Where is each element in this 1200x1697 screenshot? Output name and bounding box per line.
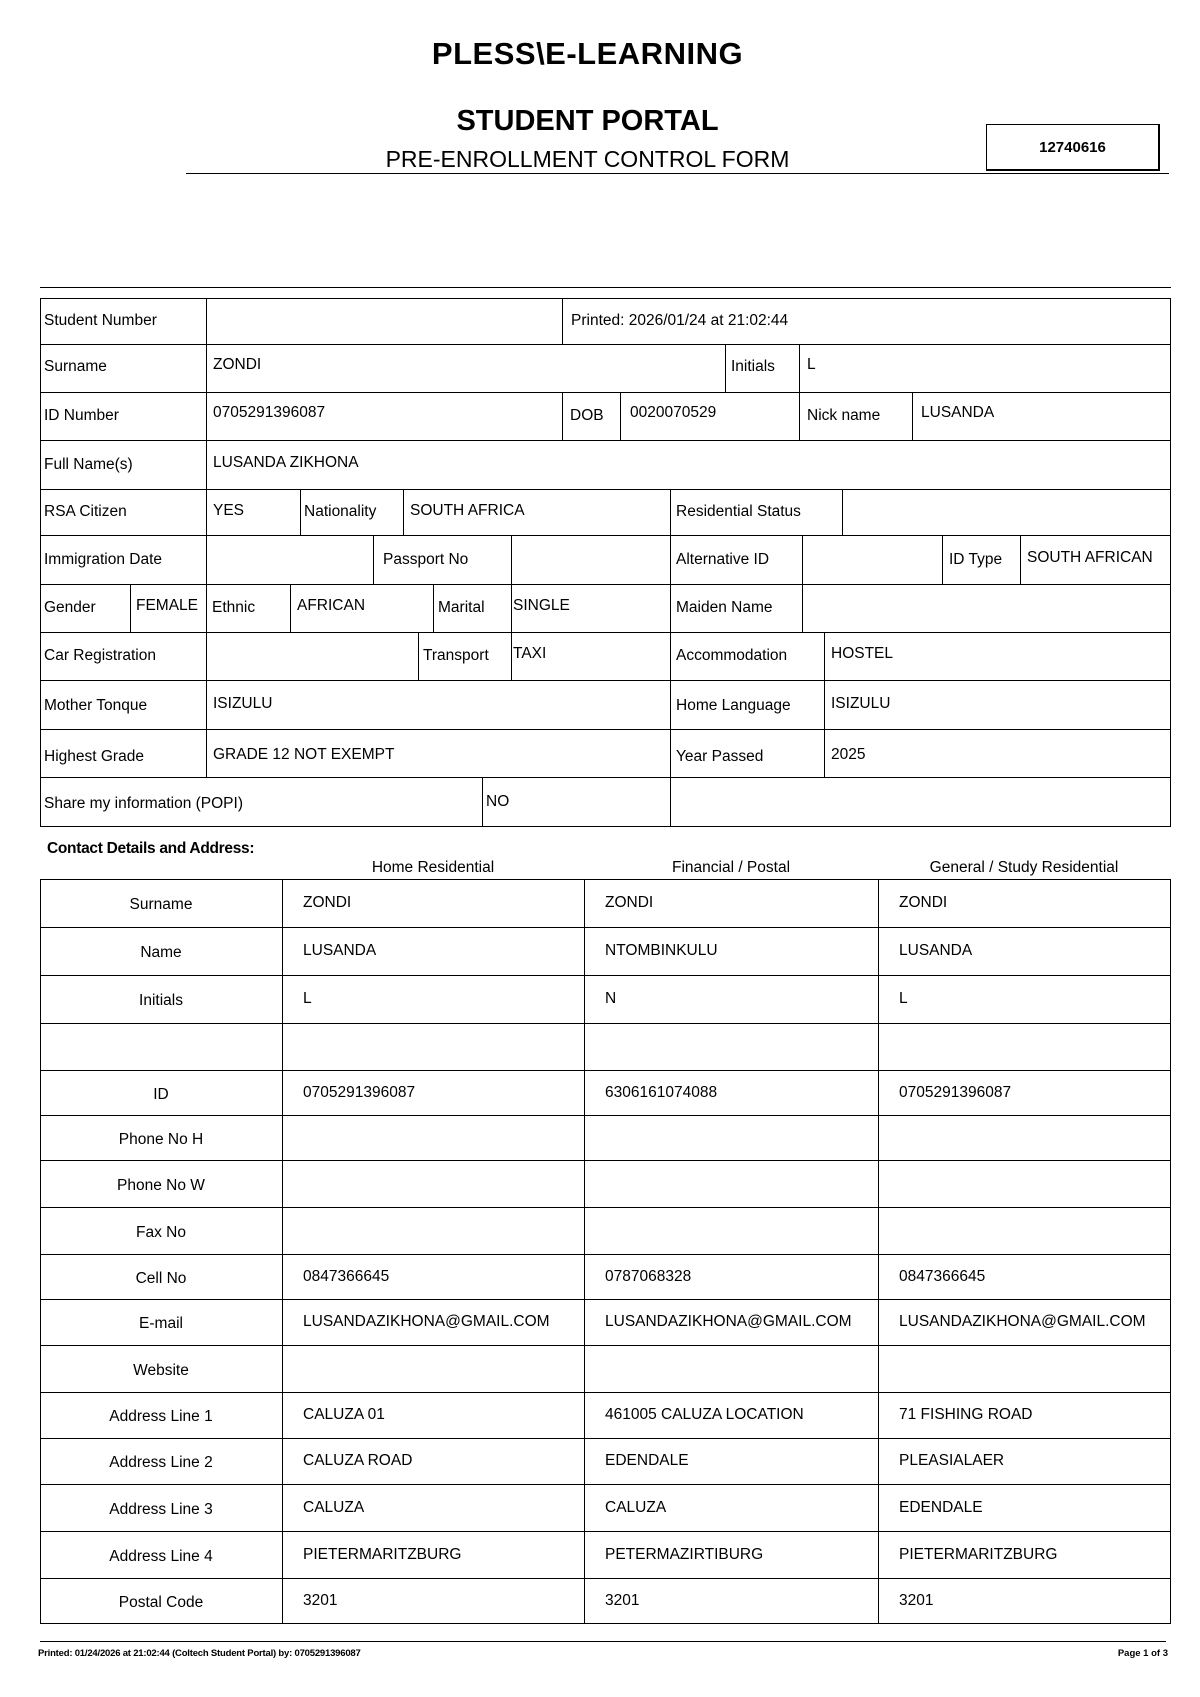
- contact-row-label: Cell No: [135, 1270, 187, 1287]
- contact-cell: PLEASIALAER: [899, 1452, 1005, 1469]
- initials-value: L: [807, 356, 816, 373]
- grid-line: [40, 584, 1171, 585]
- grid-line: [433, 584, 434, 632]
- column-header-general-study: General / Study Residential: [929, 859, 1119, 876]
- grid-line: [40, 1023, 1171, 1024]
- dob-label: DOB: [570, 407, 604, 424]
- nationality-value: SOUTH AFRICA: [410, 502, 525, 519]
- grid-line: [620, 392, 621, 440]
- contact-row-label: Phone No W: [117, 1177, 205, 1194]
- contact-cell: EDENDALE: [899, 1499, 983, 1516]
- grid-line: [670, 777, 671, 826]
- grid-line: [482, 777, 483, 826]
- transport-value: TAXI: [513, 645, 547, 662]
- residential-status-label: Residential Status: [676, 503, 801, 520]
- contact-cell: 3201: [899, 1592, 934, 1609]
- student-number-label: Student Number: [44, 312, 157, 329]
- grid-line: [40, 777, 1171, 778]
- grid-line: [1170, 298, 1171, 826]
- id-type-label: ID Type: [949, 551, 1003, 568]
- grid-line: [40, 826, 1171, 827]
- gender-value: FEMALE: [136, 597, 199, 614]
- form-title: PRE-ENROLLMENT CONTROL FORM: [385, 146, 790, 172]
- accommodation-label: Accommodation: [676, 647, 788, 664]
- initials-label: Initials: [731, 358, 775, 375]
- marital-value: SINGLE: [513, 597, 570, 614]
- grid-line: [912, 392, 913, 440]
- contact-cell: ZONDI: [303, 894, 352, 911]
- contact-cell: 3201: [303, 1592, 338, 1609]
- contact-cell: LUSANDA: [303, 942, 377, 959]
- contact-cell: PIETERMARITZBURG: [303, 1546, 462, 1563]
- contact-cell: PETERMAZIRTIBURG: [605, 1546, 764, 1563]
- contact-row-label: ID: [153, 1086, 169, 1103]
- rsa-citizen-value: YES: [213, 502, 245, 519]
- portal-title: STUDENT PORTAL: [456, 105, 719, 137]
- grid-line: [40, 1623, 1171, 1624]
- contact-cell: ZONDI: [605, 894, 654, 911]
- grid-line: [1170, 879, 1171, 1623]
- grid-line: [40, 344, 1171, 345]
- mother-tongue-value: ISIZULU: [213, 695, 273, 712]
- surname-label: Surname: [44, 358, 107, 375]
- grid-line: [802, 584, 803, 632]
- footer-rule: [40, 1641, 1166, 1642]
- contact-cell: EDENDALE: [605, 1452, 689, 1469]
- footer-page-number: Page 1 of 3: [1117, 1648, 1168, 1659]
- highest-grade-value: GRADE 12 NOT EXEMPT: [213, 746, 395, 763]
- contact-cell: 0705291396087: [303, 1084, 416, 1101]
- grid-line: [878, 879, 879, 1623]
- nickname-value: LUSANDA: [921, 404, 995, 421]
- marital-label: Marital: [438, 599, 485, 616]
- contact-cell: CALUZA 01: [303, 1406, 385, 1423]
- grid-line: [40, 1207, 1171, 1208]
- accommodation-value: HOSTEL: [831, 645, 894, 662]
- year-passed-value: 2025: [831, 746, 866, 763]
- grid-line: [40, 1531, 1171, 1532]
- grid-line: [40, 1345, 1171, 1346]
- contact-row-label: Address Line 1: [109, 1408, 213, 1425]
- grid-line: [670, 680, 671, 777]
- grid-line: [799, 392, 800, 440]
- contact-cell: L: [899, 990, 908, 1007]
- grid-line: [40, 680, 1171, 681]
- home-language-label: Home Language: [676, 697, 791, 714]
- contact-row-label: Phone No H: [118, 1131, 204, 1148]
- grid-line: [40, 392, 1171, 393]
- contact-cell: LUSANDA: [899, 942, 973, 959]
- grid-line: [511, 632, 512, 680]
- grid-line: [40, 1438, 1171, 1439]
- grid-line: [40, 1578, 1171, 1579]
- grid-line: [725, 344, 726, 392]
- contact-cell: 0847366645: [899, 1268, 986, 1285]
- grid-line: [418, 632, 419, 680]
- popi-label: Share my information (POPI): [44, 795, 243, 812]
- ethnic-value: AFRICAN: [297, 597, 366, 614]
- contact-cell: ZONDI: [899, 894, 948, 911]
- grid-line: [40, 927, 1171, 928]
- contact-row-label: Postal Code: [118, 1594, 204, 1611]
- grid-line: [40, 1160, 1171, 1161]
- grid-line: [40, 1299, 1171, 1300]
- contact-cell: LUSANDAZIKHONA@GMAIL.COM: [605, 1313, 852, 1330]
- grid-line: [130, 584, 131, 632]
- contact-row-label: Fax No: [136, 1224, 186, 1241]
- grid-line: [40, 535, 1171, 536]
- surname-value: ZONDI: [213, 356, 262, 373]
- nationality-label: Nationality: [304, 503, 377, 520]
- grid-line: [562, 392, 563, 440]
- grid-line: [670, 584, 671, 632]
- id-number-label: ID Number: [44, 407, 119, 424]
- contact-cell: L: [303, 990, 312, 1007]
- car-registration-label: Car Registration: [44, 647, 156, 664]
- grid-line: [802, 535, 803, 584]
- gender-label: Gender: [44, 599, 96, 616]
- grid-line: [842, 489, 843, 535]
- contact-row-label: E-mail: [139, 1315, 183, 1332]
- grid-line: [40, 879, 1171, 880]
- transport-label: Transport: [423, 647, 489, 664]
- section-divider: [40, 287, 1171, 288]
- contact-cell: CALUZA: [605, 1499, 667, 1516]
- organization-title: PLESS\E-LEARNING: [431, 36, 744, 71]
- contact-cell: PIETERMARITZBURG: [899, 1546, 1058, 1563]
- grid-line: [942, 535, 943, 584]
- grid-line: [562, 298, 563, 344]
- grid-line: [40, 1070, 1171, 1071]
- grid-line: [40, 729, 1171, 730]
- grid-line: [40, 440, 1171, 441]
- grid-line: [40, 1115, 1171, 1116]
- contact-row-label: Surname: [129, 896, 193, 913]
- column-header-financial-postal: Financial / Postal: [671, 859, 791, 876]
- popi-value: NO: [486, 793, 510, 810]
- grid-line: [670, 535, 671, 584]
- contact-cell: 71 FISHING ROAD: [899, 1406, 1033, 1423]
- contact-cell: N: [605, 990, 617, 1007]
- grid-line: [40, 1254, 1171, 1255]
- home-language-value: ISIZULU: [831, 695, 891, 712]
- grid-line: [206, 298, 207, 586]
- contact-cell: CALUZA ROAD: [303, 1452, 413, 1469]
- ethnic-label: Ethnic: [212, 599, 256, 616]
- grid-line: [511, 584, 512, 632]
- grid-line: [373, 535, 374, 584]
- title-underline: [186, 173, 1169, 174]
- contact-row-label: Website: [133, 1362, 189, 1379]
- contact-row-label: Name: [140, 944, 182, 961]
- dob-value: 0020070529: [630, 404, 717, 421]
- grid-line: [206, 584, 207, 632]
- grid-line: [40, 1484, 1171, 1485]
- column-header-home-residential: Home Residential: [371, 859, 495, 876]
- grid-line: [40, 975, 1171, 976]
- printed-timestamp: Printed: 2026/01/24 at 21:02:44: [571, 312, 789, 329]
- grid-line: [584, 879, 585, 1623]
- year-passed-label: Year Passed: [676, 748, 764, 765]
- rsa-citizen-label: RSA Citizen: [44, 503, 127, 520]
- contact-row-label: Address Line 3: [109, 1501, 213, 1518]
- highest-grade-label: Highest Grade: [44, 748, 144, 765]
- contact-row-label: Initials: [139, 992, 183, 1009]
- alternative-id-label: Alternative ID: [676, 551, 770, 568]
- contact-cell: 6306161074088: [605, 1084, 718, 1101]
- footer-printed-by: Printed: 01/24/2026 at 21:02:44 (Coltech Student Portal) by: 0705291396087: [38, 1648, 361, 1659]
- contact-cell: 0787068328: [605, 1268, 692, 1285]
- grid-line: [670, 632, 671, 680]
- grid-line: [40, 298, 1171, 299]
- full-names-value: LUSANDA ZIKHONA: [213, 454, 359, 471]
- reference-number: 12740616: [1039, 138, 1106, 156]
- contact-cell: 0847366645: [303, 1268, 390, 1285]
- grid-line: [670, 489, 671, 535]
- contact-cell: 3201: [605, 1592, 640, 1609]
- contact-cell: 0705291396087: [899, 1084, 1012, 1101]
- reference-number-box: [986, 124, 1160, 171]
- grid-line: [40, 632, 1171, 633]
- id-number-value: 0705291396087: [213, 404, 326, 421]
- contact-cell: 461005 CALUZA LOCATION: [605, 1406, 804, 1423]
- contact-section-heading: Contact Details and Address:: [47, 840, 255, 857]
- nickname-label: Nick name: [807, 407, 881, 424]
- contact-row-label: Address Line 4: [109, 1548, 213, 1565]
- contact-cell: LUSANDAZIKHONA@GMAIL.COM: [303, 1313, 550, 1330]
- id-type-value: SOUTH AFRICAN: [1027, 549, 1153, 566]
- grid-line: [282, 879, 283, 1623]
- grid-line: [511, 535, 512, 584]
- contact-row-label: Address Line 2: [109, 1454, 213, 1471]
- passport-no-label: Passport No: [383, 551, 469, 568]
- contact-cell: NTOMBINKULU: [605, 942, 718, 959]
- grid-line: [40, 1392, 1171, 1393]
- mother-tongue-label: Mother Tonque: [44, 697, 148, 714]
- full-names-label: Full Name(s): [44, 456, 133, 473]
- contact-cell: CALUZA: [303, 1499, 365, 1516]
- grid-line: [40, 489, 1171, 490]
- contact-cell: LUSANDAZIKHONA@GMAIL.COM: [899, 1313, 1146, 1330]
- immigration-date-label: Immigration Date: [44, 551, 163, 568]
- maiden-name-label: Maiden Name: [676, 599, 773, 616]
